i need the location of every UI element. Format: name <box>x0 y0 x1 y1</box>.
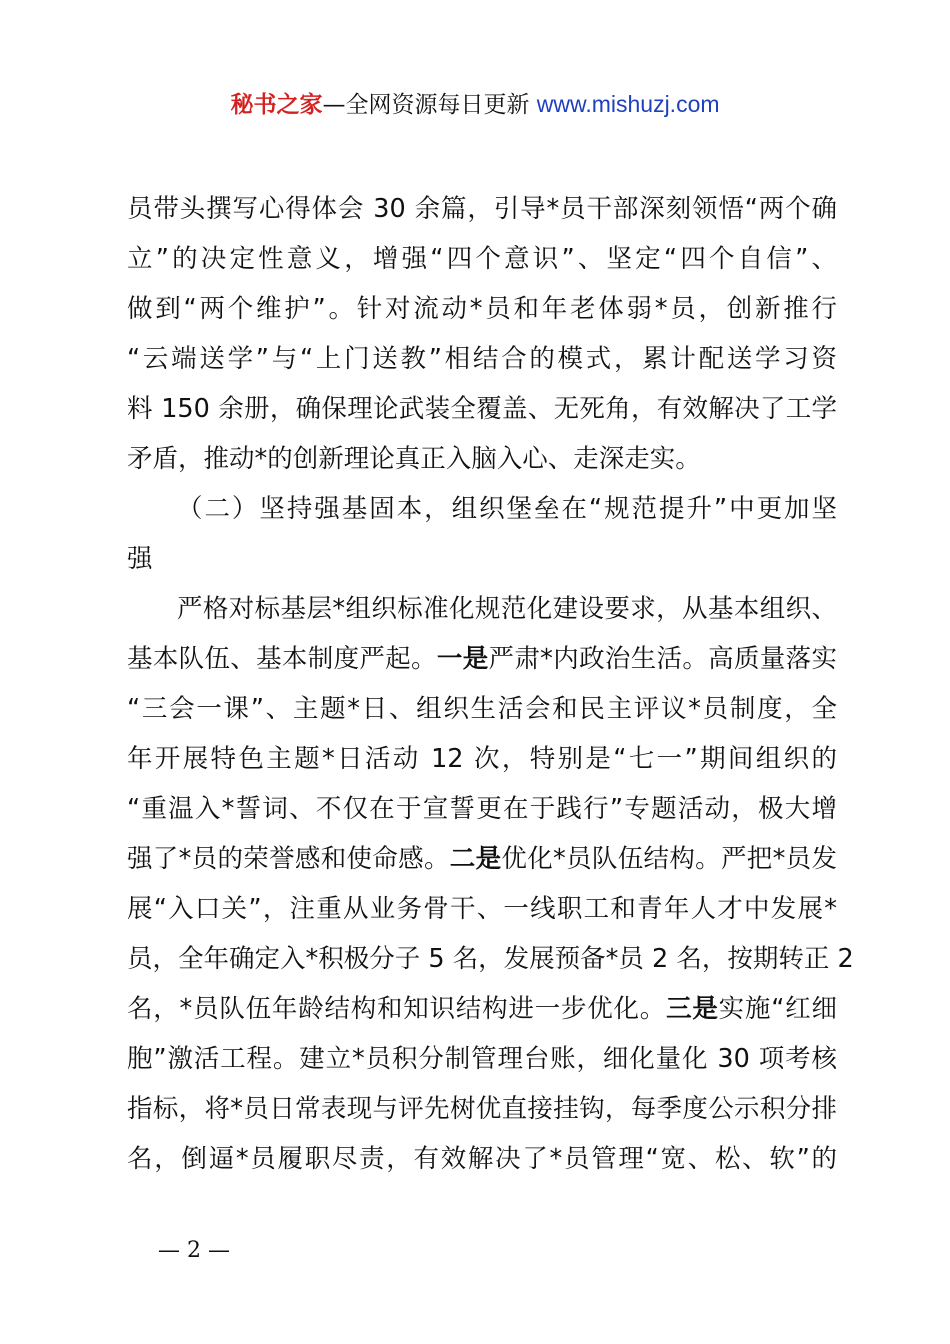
bold-marker: 二是 <box>449 844 502 874</box>
heading-line: （二）坚持强基固本，组织堡垒在“规范提升”中更加坚 <box>177 494 837 524</box>
page-number: — 2 — <box>158 1238 230 1263</box>
text-line: “三会一课”、主题*日、组织生活会和民主评议*员制度，全 <box>127 694 837 724</box>
section-heading <box>127 484 837 584</box>
text-line: 严格对标基层*组织标准化规范化建设要求，从基本组织、 <box>177 594 837 624</box>
text-line: 做到“两个维护”。针对流动*员和年老体弱*员，创新推行 <box>127 294 837 324</box>
text-line: 矛盾，推动*的创新理论真正入脑入心、走深走实。 <box>127 444 701 474</box>
text-line <box>127 984 837 1034</box>
text-line: 胞”激活工程。建立*员积分制管理台账，细化量化 30 项考核 <box>127 1044 837 1074</box>
text-run: 实施“红细 <box>718 994 837 1024</box>
bold-marker: 一是 <box>436 644 489 674</box>
text-line: “云端送学”与“上门送教”相结合的模式，累计配送学习资 <box>127 344 837 374</box>
text-line: 指标，将*员日常表现与评先树优直接挂钩，每季度公示积分排 <box>127 1094 837 1124</box>
document-body <box>127 184 854 1184</box>
paragraph-2 <box>127 584 854 1184</box>
text-run: 强了*员的荣誉感和使命感。 <box>127 844 450 874</box>
text-line: 年开展特色主题*日活动 12 次，特别是“七一”期间组织的 <box>127 744 837 774</box>
heading-line: 强 <box>127 544 153 574</box>
text-run: 基本队伍、基本制度严起。 <box>127 644 437 674</box>
site-url[interactable]: www.mishuzj.com <box>536 91 720 117</box>
paragraph-1 <box>127 184 837 484</box>
text-line: 员带头撰写心得体会 30 余篇，引导*员干部深刻领悟“两个确 <box>127 194 837 224</box>
site-header <box>0 86 950 123</box>
text-line: 展“入口关”，注重从业务骨干、一线职工和青年人才中发展* <box>127 894 837 924</box>
text-line <box>127 634 837 684</box>
brand-name: 秘书之家 <box>230 92 323 118</box>
text-line: 料 150 余册，确保理论武装全覆盖、无死角，有效解决了工学 <box>127 394 837 424</box>
text-line: 员，全年确定入*积极分子 5 名，发展预备*员 2 名，按期转正 2 <box>127 944 854 974</box>
header-tagline: —全网资源每日更新 <box>322 92 537 118</box>
text-line: “重温入*誓词、不仅在于宣誓更在于践行”专题活动，极大增 <box>127 794 837 824</box>
text-run: 优化*员队伍结构。严把*员发 <box>501 844 837 874</box>
text-line: 立”的决定性意义，增强“四个意识”、坚定“四个自信”、 <box>127 244 837 274</box>
text-line: 名，倒逼*员履职尽责，有效解决了*员管理“宽、松、软”的 <box>127 1144 837 1174</box>
bold-marker: 三是 <box>666 994 719 1024</box>
text-run: 名，*员队伍年龄结构和知识结构进一步优化。 <box>127 994 667 1024</box>
text-run: 严肃*内政治生活。高质量落实 <box>488 644 837 674</box>
text-line <box>127 834 837 884</box>
